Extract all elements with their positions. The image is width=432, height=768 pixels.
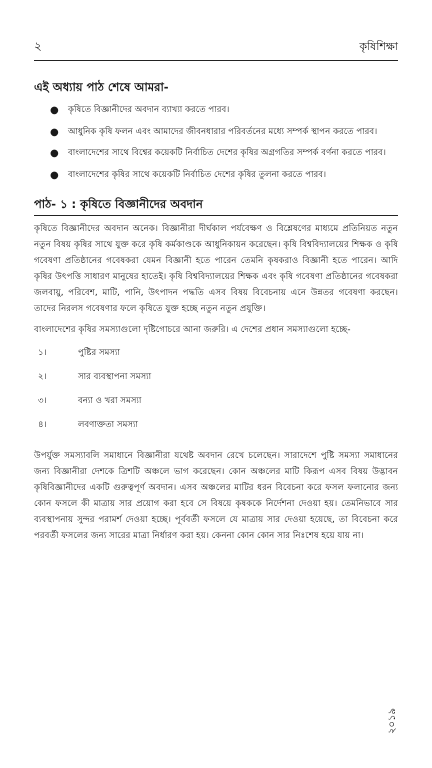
objective-item: ● বাংলাদেশের সাথে বিশ্বের কয়েকটি নির্বাচিত দেশের কৃষির অগ্রগতির সম্পর্ক বর্ণনা করতে পারব। (34, 146, 398, 162)
header-divider (34, 60, 398, 61)
page-content (34, 80, 398, 551)
bullet-icon: ● (50, 148, 59, 159)
page-header (34, 38, 398, 56)
objective-item: ● আধুনিক কৃষি ফলন এবং আমাদের জীবনধারার পরিবর্তনের মধ্যে সম্পর্ক স্থাপন করতে পারব। (34, 125, 398, 141)
problem-item: ৩। বন্যা ও খরা সমস্যা (38, 396, 142, 407)
bullet-icon: ● (50, 169, 59, 181)
page-number: ২ (34, 39, 42, 53)
bullet-icon: ● (50, 105, 59, 116)
lesson-paragraph-1: কৃষিতে বিজ্ঞানীদের অবদান অনেক। বিজ্ঞানীরা দীর্ঘকাল পর্যবেক্ষণ ও বিশ্লেষণের মাধ্যমে প্রতিনিয়ত নতুন নতুন বিষয় কৃষির সাথে যুক্ত করে কৃষি কর্মকাণ্ডকে আধুনিকায়ন করেছেন। কৃষি বিশ্ববিদ্যালয়ের শিক্ষক ও কৃষি গবেষণা প্রতিষ্ঠানের গবেষকরা যেমন বিজ্ঞানী হতে পারেন তেমনি কৃষকরাও বিজ্ঞানী হতে পারেন। আদি কৃষির উৎপত্তি সাধারণ মানুষের হাতেই। কৃষি বিশ্ববিদ্যালয়ের শিক্ষক এবং কৃষি গবেষণা প্রতিষ্ঠানের গবেষকরা জলবায়ু, পরিবেশ, মাটি, পানি, উৎপাদন পদ্ধতি এসব বিষয় বিবেচনায় এনে উন্নতর গবেষণা করছেন। তাদের নিরলস গবেষণার ফলে কৃষিতে যুক্ত হচ্ছে নতুন নতুন প্রযুক্তি। (34, 224, 398, 314)
objective-item: ● কৃষিতে বিজ্ঞানীদের অবদান ব্যাখ্যা করতে পারব। (34, 103, 398, 119)
bullet-icon: ● (50, 126, 59, 138)
lesson-paragraph-3: উপর্যুক্ত সমস্যাবলি সমাধানে বিজ্ঞানীরা যথেষ্ট অবদান রেখে চলেছেন। সারাদেশে পুষ্টি সমস্যা সমাধানের জন্য বিজ্ঞানীরা দেশকে ত্রিশটি অঞ্চলে ভাগ করেছেন। কোন অঞ্চলের মাটি কিরূপ এসব বিষয় উদ্ভাবন কৃষিবিজ্ঞানীদের একটি গুরুত্বপূর্ণ অবদান। এসব অঞ্চলের মাটির ধরন বিবেচনা করে ফসল ফলানোর জন্য কোন ফসলে কী মাত্রায় সার প্রয়োগ করা হবে সে বিষয়ে কৃষককে নির্দেশনা দেওয়া হয়। তেমনিভাবে সার ব্যবস্থাপনায় সুন্দর পরামর্শ দেওয়া হচ্ছে। পূর্ববর্তী ফসলে যে মাত্রায় সার দেওয়া হয়েছে, তা বিবেচনা করে পরবর্তী ফসলের জন্য সারের মাত্রা নির্ধারণ করা হয়। কেননা কোন কোন সার নিঃশেষ হয়ে যায় না। (34, 451, 398, 541)
side-page-number: ২০১৯ (387, 708, 398, 734)
objectives-list (34, 103, 398, 183)
objectives-title: এই অধ্যায় পাঠ শেষে আমরা- (34, 80, 169, 94)
lesson-heading-divider (34, 215, 398, 216)
book-title: কৃষিশিক্ষা (359, 40, 398, 53)
problem-item: ৪। লবণাক্ততা সমস্যা (38, 420, 139, 431)
problem-item: ২। সার ব্যবস্থাপনা সমস্যা (38, 372, 152, 383)
problem-item: ১। পুষ্টির সমস্যা (38, 348, 121, 359)
lesson-paragraph-2: বাংলাদেশের কৃষির সমস্যাগুলো দৃষ্টিগোচরে আনা জরুরি। এ দেশের প্রধান সমস্যাগুলো হচ্ছে- (34, 325, 351, 336)
problems-list (34, 345, 398, 441)
lesson-heading: পাঠ- ১ : কৃষিতে বিজ্ঞানীদের অবদান (34, 197, 203, 211)
objective-item: ● বাংলাদেশের কৃষির সাথে কয়েকটি নির্বাচিত দেশের কৃষির তুলনা করতে পারব। (34, 168, 398, 184)
